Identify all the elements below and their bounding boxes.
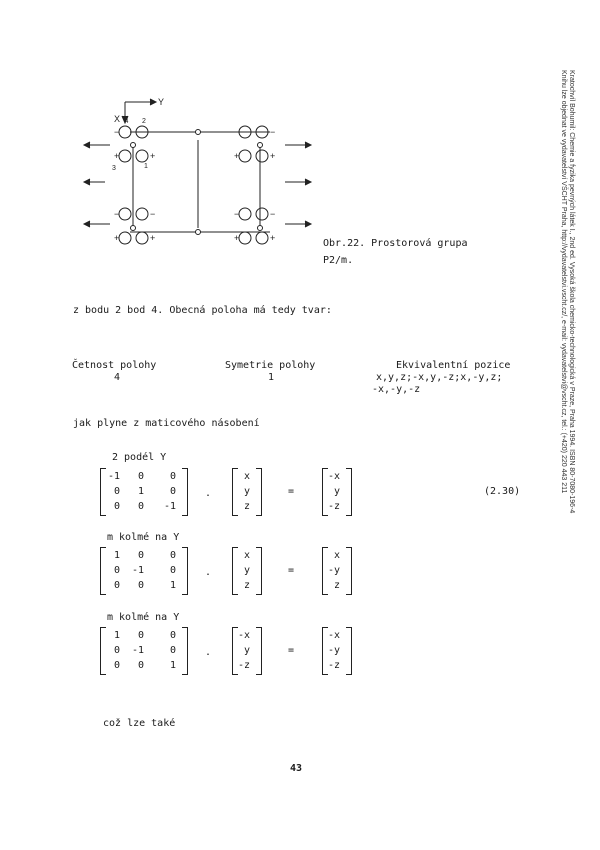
svg-text:1: 1 (144, 163, 148, 170)
matrix-2-a: 1 0 0 0 -1 0 0 0 1 (100, 547, 188, 595)
svg-text:Y: Y (158, 97, 165, 107)
svg-text:+: + (150, 233, 156, 243)
matrix-1-a: -1 0 0 0 1 0 0 0 -1 (100, 468, 188, 516)
svg-text:+: + (234, 233, 240, 243)
col-symmetry-value: 1 (268, 372, 275, 383)
matrix-3-v: -x y -z (232, 627, 262, 675)
svg-text:−: − (234, 209, 240, 219)
svg-text:+: + (114, 151, 120, 161)
matrix-3-a: 1 0 0 0 -1 0 0 0 1 (100, 627, 188, 675)
figure-caption-line-2: P2/m. (323, 255, 354, 266)
matrix-2-v: x y z (232, 547, 262, 595)
col-positions-value-2: -x,-y,-z (372, 384, 421, 395)
col-multiplicity-value: 4 (114, 372, 121, 383)
text-line-general-position: z bodu 2 bod 4. Obecná poloha má tedy tvar: (73, 305, 332, 316)
svg-text:+: + (270, 151, 276, 161)
dot-operator: . (205, 567, 212, 578)
figure-caption-line-1: Obr.22. Prostorová grupa (323, 238, 468, 249)
svg-text:−: − (270, 209, 276, 219)
svg-text:3: 3 (112, 165, 116, 172)
equals-sign: = (288, 486, 295, 497)
col-multiplicity-header: Četnost polohy (72, 360, 157, 371)
space-group-figure (70, 90, 320, 260)
label-2-along-y: 2 podél Y (112, 452, 167, 463)
side-citation (560, 70, 576, 590)
svg-text:+: + (114, 233, 120, 243)
equals-sign: = (288, 565, 295, 576)
svg-text:+: + (150, 151, 156, 161)
svg-text:−: − (150, 127, 156, 137)
page-number: 43 (290, 763, 303, 774)
citation-line-1: Kratochvíl Bohumil: Chemie a fyzika pevných látek I., 2nd ed. Vysoká škola chemicko-technologická v Praze, Praha 1994. ISBN 80-7080-196-4 (568, 70, 575, 514)
svg-text:+: + (234, 151, 240, 161)
svg-text:X: X (114, 114, 121, 124)
closing-text: což lze také (103, 718, 176, 729)
matrix-3-r: -x -y -z (322, 627, 352, 675)
matrix-1-r: -x y -z (322, 468, 352, 516)
equation-number: (2.30) (484, 486, 521, 497)
col-positions-value-1: x,y,z;-x,y,-z;x,-y,z; (376, 372, 503, 383)
svg-text:−: − (150, 209, 156, 219)
dot-operator: . (205, 647, 212, 658)
matrix-1-v: x y z (232, 468, 262, 516)
matrix-2-r: x -y z (322, 547, 352, 595)
svg-text:−: − (234, 127, 240, 137)
label-m-perp-y-2: m kolmé na Y (107, 612, 180, 623)
citation-line-2: Knihu lze objednat ve vydavatelství VŠCHT Praha, http://vydavatelstvi.vscht.cz/, e-mail: vydavatelstvi@vscht.cz, tel.: (+420) 220 443 211 (560, 70, 567, 494)
dot-operator: . (205, 488, 212, 499)
svg-text:−: − (114, 209, 120, 219)
equals-sign: = (288, 645, 295, 656)
svg-text:4: 4 (125, 119, 129, 125)
svg-text:2: 2 (142, 118, 146, 125)
col-positions-header: Ekvivalentní pozice (396, 360, 511, 371)
col-symmetry-header: Symetrie polohy (225, 360, 316, 371)
svg-text:−: − (114, 127, 120, 137)
label-m-perp-y-1: m kolmé na Y (107, 532, 180, 543)
svg-text:−: − (270, 127, 276, 137)
text-line-matrix-mult: jak plyne z maticového násobení (73, 418, 260, 429)
svg-text:+: + (270, 233, 276, 243)
